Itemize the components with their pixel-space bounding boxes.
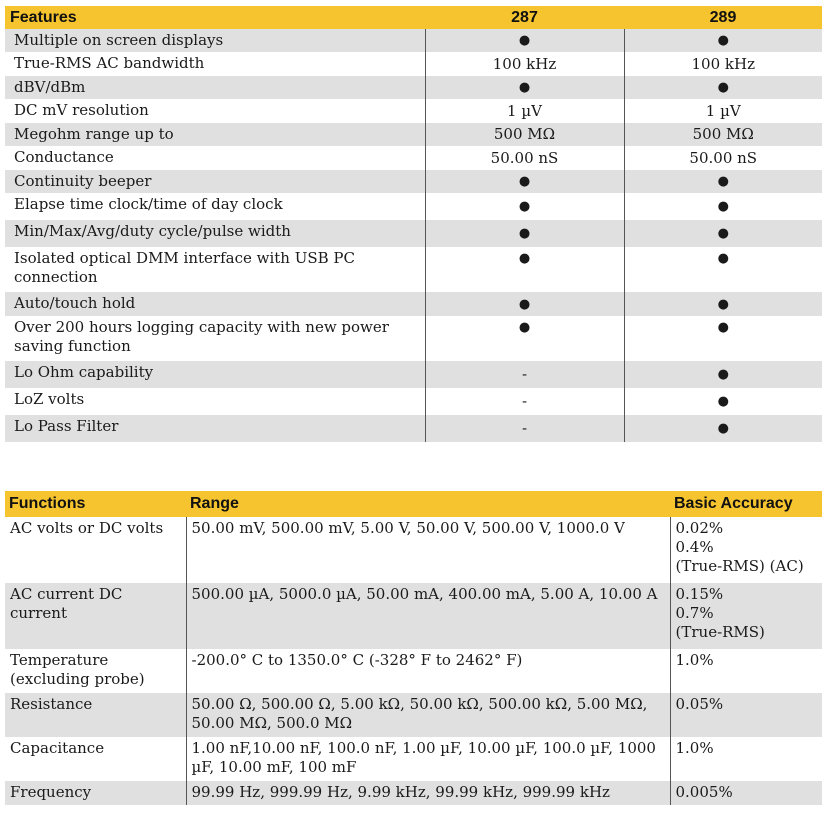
accuracy-cell <box>670 517 822 583</box>
accuracy-line: 0.7% <box>675 604 714 622</box>
range-cell: 50.00 mV, 500.00 mV, 5.00 V, 50.00 V, 500.00 V, 1000.0 V <box>186 517 670 583</box>
accuracy-cell <box>670 737 822 781</box>
functions-table <box>5 491 822 805</box>
accuracy-line: 0.15% <box>675 585 724 603</box>
accuracy-line: 0.005% <box>675 783 733 801</box>
feature-cell: Conductance <box>14 148 114 166</box>
range-cell: 99.99 Hz, 999.99 Hz, 9.99 kHz, 99.99 kHz, 999.99 kHz <box>186 781 670 805</box>
table-row <box>5 146 822 170</box>
model-287-cell: ● <box>425 29 624 52</box>
accuracy-cell <box>670 583 822 649</box>
table-row <box>5 781 822 805</box>
range-cell: 50.00 Ω, 500.00 Ω, 5.00 kΩ, 50.00 kΩ, 500.00 kΩ, 5.00 MΩ, 50.00 MΩ, 500.0 MΩ <box>186 693 670 737</box>
table-row <box>5 415 822 442</box>
model-287-cell: ● <box>425 247 624 292</box>
model-289-cell: ● <box>624 316 822 361</box>
feature-cell: Lo Pass Filter <box>5 415 425 442</box>
accuracy-line: 0.05% <box>675 695 724 713</box>
feature-cell: Elapse time clock/time of day clock <box>14 195 283 213</box>
table-row <box>5 517 822 583</box>
function-cell: AC current DC current <box>5 583 186 649</box>
model-287-cell: ● <box>425 316 624 361</box>
model-289-cell: 50.00 nS <box>624 146 822 170</box>
feature-cell: LoZ volts <box>14 390 85 408</box>
model-289-cell: 500 MΩ <box>624 123 822 146</box>
feature-cell: True-RMS AC bandwidth <box>14 54 205 72</box>
table-row <box>5 76 822 99</box>
accuracy-cell <box>670 781 822 805</box>
table-row <box>5 247 822 292</box>
table-row <box>5 292 822 316</box>
model-289-cell: ● <box>624 29 822 52</box>
model-287-cell: ● <box>425 170 624 193</box>
model-289-cell: ● <box>624 361 822 388</box>
accuracy-line: 0.4% <box>675 538 714 556</box>
table-row <box>5 388 822 415</box>
range-header: Range <box>186 491 670 517</box>
feature-cell: Lo Ohm capability <box>5 361 425 388</box>
function-cell: Frequency <box>5 781 186 805</box>
function-cell: Temperature (excluding probe) <box>10 651 145 688</box>
accuracy-line: 1.0% <box>675 739 714 757</box>
features-header: Features <box>5 6 425 29</box>
function-cell: AC volts or DC volts <box>10 519 164 537</box>
table-row <box>5 99 822 123</box>
model-287-cell: - <box>425 388 624 415</box>
feature-cell: Isolated optical DMM interface with USB PC connection <box>14 249 355 286</box>
table-row <box>5 52 822 76</box>
features-table <box>5 6 822 442</box>
model-287-cell: 100 kHz <box>425 52 624 76</box>
model-287-cell: 50.00 nS <box>425 146 624 170</box>
table-row <box>5 649 822 693</box>
accuracy-line: (True-RMS) <box>675 623 765 641</box>
feature-cell: DC mV resolution <box>14 101 149 119</box>
model-287-cell: ● <box>425 76 624 99</box>
table-row <box>5 170 822 193</box>
table-row <box>5 693 822 737</box>
accuracy-cell <box>670 649 822 693</box>
model-287-cell: - <box>425 361 624 388</box>
model-289-cell: ● <box>624 247 822 292</box>
model-289-cell: 100 kHz <box>624 52 822 76</box>
table-row <box>5 361 822 388</box>
feature-cell: Over 200 hours logging capacity with new power saving function <box>14 318 389 355</box>
model-289-cell: ● <box>624 170 822 193</box>
table-row <box>5 123 822 146</box>
function-cell: Resistance <box>5 693 186 737</box>
accuracy-header: Basic Accuracy <box>670 491 822 517</box>
table-row <box>5 583 822 649</box>
table-row <box>5 737 822 781</box>
feature-cell: dBV/dBm <box>5 76 425 99</box>
functions-header: Functions <box>5 491 186 517</box>
model-289-cell: ● <box>624 220 822 247</box>
range-cell: 1.00 nF,10.00 nF, 100.0 nF, 1.00 µF, 10.00 µF, 100.0 µF, 1000 µF, 10.00 mF, 100 mF <box>186 737 670 781</box>
model-289-header: 289 <box>624 6 822 29</box>
model-289-cell: ● <box>624 193 822 220</box>
model-287-cell: ● <box>425 292 624 316</box>
features-header-row <box>5 6 822 29</box>
table-row <box>5 193 822 220</box>
model-289-cell: ● <box>624 415 822 442</box>
model-289-cell: ● <box>624 388 822 415</box>
accuracy-line: 0.02% <box>675 519 724 537</box>
model-289-cell: ● <box>624 76 822 99</box>
table-row <box>5 29 822 52</box>
model-289-cell: ● <box>624 292 822 316</box>
range-cell: -200.0° C to 1350.0° C (-328° F to 2462° F) <box>186 649 670 693</box>
model-289-cell: 1 µV <box>624 99 822 123</box>
model-287-header: 287 <box>425 6 624 29</box>
feature-cell: Megohm range up to <box>5 123 425 146</box>
feature-cell: Auto/touch hold <box>5 292 425 316</box>
range-cell: 500.00 µA, 5000.0 µA, 50.00 mA, 400.00 mA, 5.00 A, 10.00 A <box>186 583 670 649</box>
model-287-cell: 1 µV <box>425 99 624 123</box>
table-row <box>5 316 822 361</box>
functions-header-row <box>5 491 822 517</box>
accuracy-line: (True-RMS) (AC) <box>675 557 804 575</box>
accuracy-cell <box>670 693 822 737</box>
feature-cell: Multiple on screen displays <box>5 29 425 52</box>
model-287-cell: ● <box>425 220 624 247</box>
feature-cell: Continuity beeper <box>5 170 425 193</box>
table-row <box>5 220 822 247</box>
model-287-cell: ● <box>425 193 624 220</box>
model-287-cell: - <box>425 415 624 442</box>
model-287-cell: 500 MΩ <box>425 123 624 146</box>
function-cell: Capacitance <box>10 739 105 757</box>
feature-cell: Min/Max/Avg/duty cycle/pulse width <box>5 220 425 247</box>
accuracy-line: 1.0% <box>675 651 714 669</box>
